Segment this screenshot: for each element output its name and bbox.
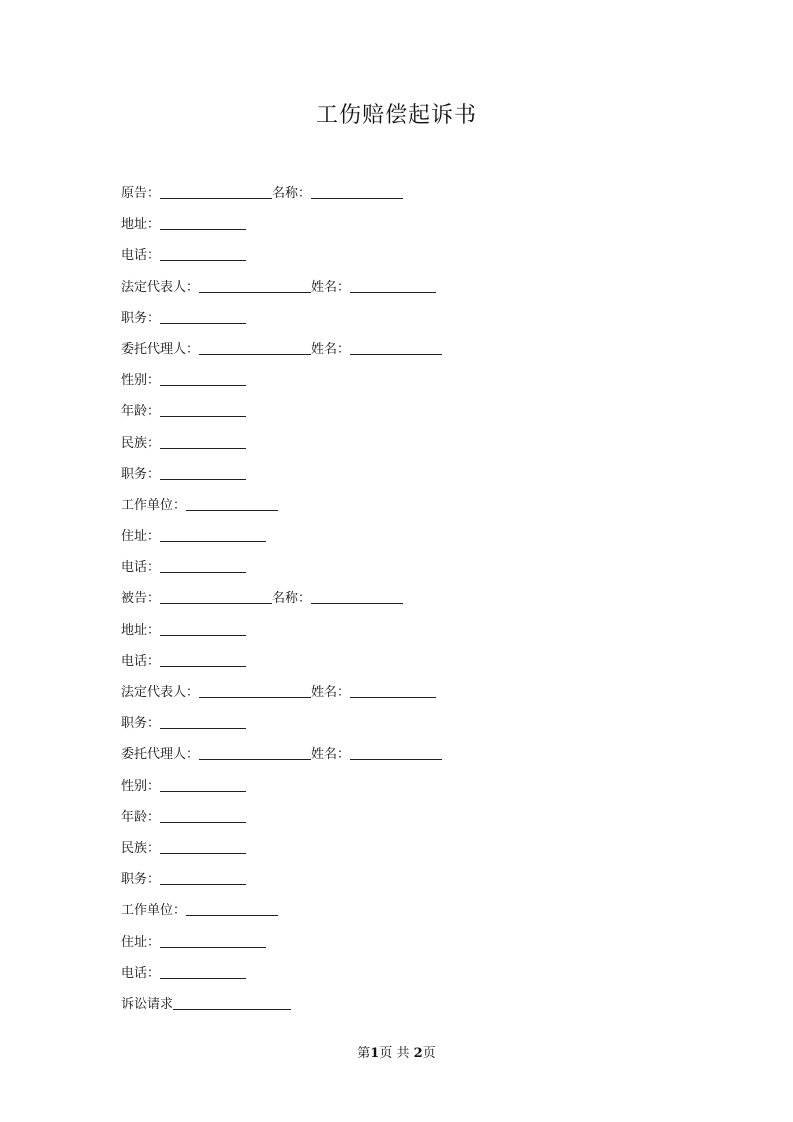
defendant-name-label: 名称： bbox=[272, 591, 312, 607]
plaintiff-agent-blank[interactable] bbox=[199, 340, 311, 360]
plaintiff-address-label: 地址： bbox=[121, 217, 161, 233]
plaintiff-agent-position-row bbox=[121, 465, 681, 496]
defendant-row bbox=[121, 589, 681, 620]
plaintiff-legal-rep-row bbox=[121, 278, 681, 309]
footer-total-pages: 2 bbox=[413, 1046, 423, 1061]
plaintiff-name-label: 名称： bbox=[272, 186, 312, 201]
defendant-agent-phone-label: 电话： bbox=[121, 965, 161, 981]
defendant-blank[interactable] bbox=[160, 589, 272, 609]
defendant-agent-position-label: 职务： bbox=[121, 872, 161, 888]
footer-page-word: 页 bbox=[379, 1046, 393, 1061]
plaintiff-legal-rep-name-label: 姓名： bbox=[311, 279, 351, 295]
defendant-age-blank[interactable] bbox=[160, 808, 246, 828]
complaint-form bbox=[121, 184, 681, 1026]
plaintiff-gender-blank[interactable] bbox=[160, 371, 246, 391]
claims-label: 诉讼请求 bbox=[121, 996, 174, 1012]
defendant-agent-label: 委托代理人： bbox=[121, 747, 200, 763]
defendant-agent-row bbox=[121, 745, 681, 776]
defendant-phone-blank[interactable] bbox=[160, 652, 246, 672]
plaintiff-phone-row bbox=[121, 246, 681, 277]
plaintiff-age-blank[interactable] bbox=[160, 402, 246, 422]
plaintiff-employer-blank[interactable] bbox=[186, 496, 278, 516]
plaintiff-agent-name-blank[interactable] bbox=[350, 340, 442, 360]
plaintiff-agent-label: 委托代理人： bbox=[121, 341, 200, 357]
defendant-address-blank[interactable] bbox=[160, 621, 246, 641]
plaintiff-gender-label: 性别： bbox=[121, 373, 161, 389]
plaintiff-agent-phone-blank[interactable] bbox=[160, 558, 246, 578]
defendant-employer-label: 工作单位： bbox=[121, 903, 187, 919]
plaintiff-legal-rep-label: 法定代表人： bbox=[121, 279, 200, 295]
plaintiff-position-label: 职务： bbox=[121, 310, 161, 326]
plaintiff-legal-rep-blank[interactable] bbox=[199, 278, 311, 298]
defendant-legal-rep-label: 法定代表人： bbox=[121, 685, 200, 700]
defendant-agent-position-row bbox=[121, 870, 681, 901]
defendant-gender-label: 性别： bbox=[121, 778, 161, 794]
document-title: 工伤赔偿起诉书 bbox=[315, 103, 477, 128]
plaintiff-agent-phone-row bbox=[121, 558, 681, 589]
plaintiff-residence-label: 住址： bbox=[121, 529, 161, 545]
defendant-residence-label: 住址： bbox=[121, 934, 161, 950]
defendant-employer-row bbox=[121, 901, 681, 932]
defendant-position-row bbox=[121, 714, 681, 745]
plaintiff-position-row bbox=[121, 309, 681, 340]
defendant-agent-position-blank[interactable] bbox=[160, 870, 246, 890]
page-footer bbox=[0, 1042, 793, 1061]
defendant-agent-phone-blank[interactable] bbox=[160, 964, 246, 984]
claims-blank[interactable] bbox=[173, 995, 291, 1015]
plaintiff-blank[interactable] bbox=[160, 184, 272, 204]
footer-total-prefix: 共 bbox=[396, 1046, 410, 1061]
plaintiff-legal-rep-name-blank[interactable] bbox=[350, 278, 436, 298]
plaintiff-name-blank[interactable] bbox=[311, 184, 403, 204]
defendant-phone-label: 电话： bbox=[121, 653, 161, 669]
plaintiff-address-row bbox=[121, 215, 681, 246]
plaintiff-employer-row bbox=[121, 496, 681, 527]
footer-prefix: 第 bbox=[357, 1046, 371, 1061]
defendant-agent-name-label: 姓名： bbox=[311, 747, 351, 763]
plaintiff-agent-row bbox=[121, 340, 681, 371]
plaintiff-row bbox=[121, 184, 681, 215]
claims-row bbox=[121, 995, 681, 1026]
plaintiff-label: 原告： bbox=[121, 186, 161, 201]
plaintiff-agent-phone-label: 电话： bbox=[121, 560, 161, 576]
plaintiff-phone-label: 电话： bbox=[121, 248, 161, 264]
defendant-label: 被告： bbox=[121, 591, 161, 607]
defendant-employer-blank[interactable] bbox=[186, 901, 278, 921]
defendant-name-blank[interactable] bbox=[311, 589, 403, 609]
defendant-residence-blank[interactable] bbox=[160, 933, 266, 953]
plaintiff-residence-blank[interactable] bbox=[160, 527, 266, 547]
defendant-gender-blank[interactable] bbox=[160, 777, 246, 797]
plaintiff-agent-name-label: 姓名： bbox=[311, 341, 351, 357]
defendant-position-blank[interactable] bbox=[160, 714, 246, 734]
defendant-gender-row bbox=[121, 777, 681, 808]
defendant-address-label: 地址： bbox=[121, 622, 161, 638]
defendant-legal-rep-blank[interactable] bbox=[199, 683, 311, 703]
defendant-residence-row bbox=[121, 933, 681, 964]
plaintiff-address-blank[interactable] bbox=[160, 215, 246, 235]
defendant-address-row bbox=[121, 621, 681, 652]
plaintiff-ethnicity-label: 民族： bbox=[121, 435, 161, 451]
defendant-agent-phone-row bbox=[121, 964, 681, 995]
defendant-legal-rep-name-blank[interactable] bbox=[350, 683, 436, 703]
plaintiff-position-blank[interactable] bbox=[160, 309, 246, 329]
plaintiff-ethnicity-row bbox=[121, 434, 681, 465]
plaintiff-age-label: 年龄： bbox=[121, 404, 161, 420]
footer-current-page: 1 bbox=[370, 1046, 380, 1061]
defendant-age-row bbox=[121, 808, 681, 839]
plaintiff-ethnicity-blank[interactable] bbox=[160, 434, 246, 454]
defendant-phone-row bbox=[121, 652, 681, 683]
plaintiff-agent-position-label: 职务： bbox=[121, 466, 161, 482]
plaintiff-gender-row bbox=[121, 371, 681, 402]
defendant-ethnicity-row bbox=[121, 839, 681, 870]
plaintiff-agent-position-blank[interactable] bbox=[160, 465, 246, 485]
footer-total-suffix: 页 bbox=[422, 1046, 436, 1061]
plaintiff-phone-blank[interactable] bbox=[160, 246, 246, 266]
defendant-agent-name-blank[interactable] bbox=[350, 745, 442, 765]
defendant-legal-rep-name-label: 姓名： bbox=[311, 685, 351, 700]
plaintiff-residence-row bbox=[121, 527, 681, 558]
defendant-agent-blank[interactable] bbox=[199, 745, 311, 765]
defendant-position-label: 职务： bbox=[121, 716, 161, 732]
defendant-legal-rep-row bbox=[121, 683, 681, 714]
plaintiff-employer-label: 工作单位： bbox=[121, 497, 187, 513]
plaintiff-age-row bbox=[121, 402, 681, 433]
defendant-ethnicity-blank[interactable] bbox=[160, 839, 246, 859]
defendant-age-label: 年龄： bbox=[121, 809, 161, 825]
defendant-ethnicity-label: 民族： bbox=[121, 840, 161, 856]
